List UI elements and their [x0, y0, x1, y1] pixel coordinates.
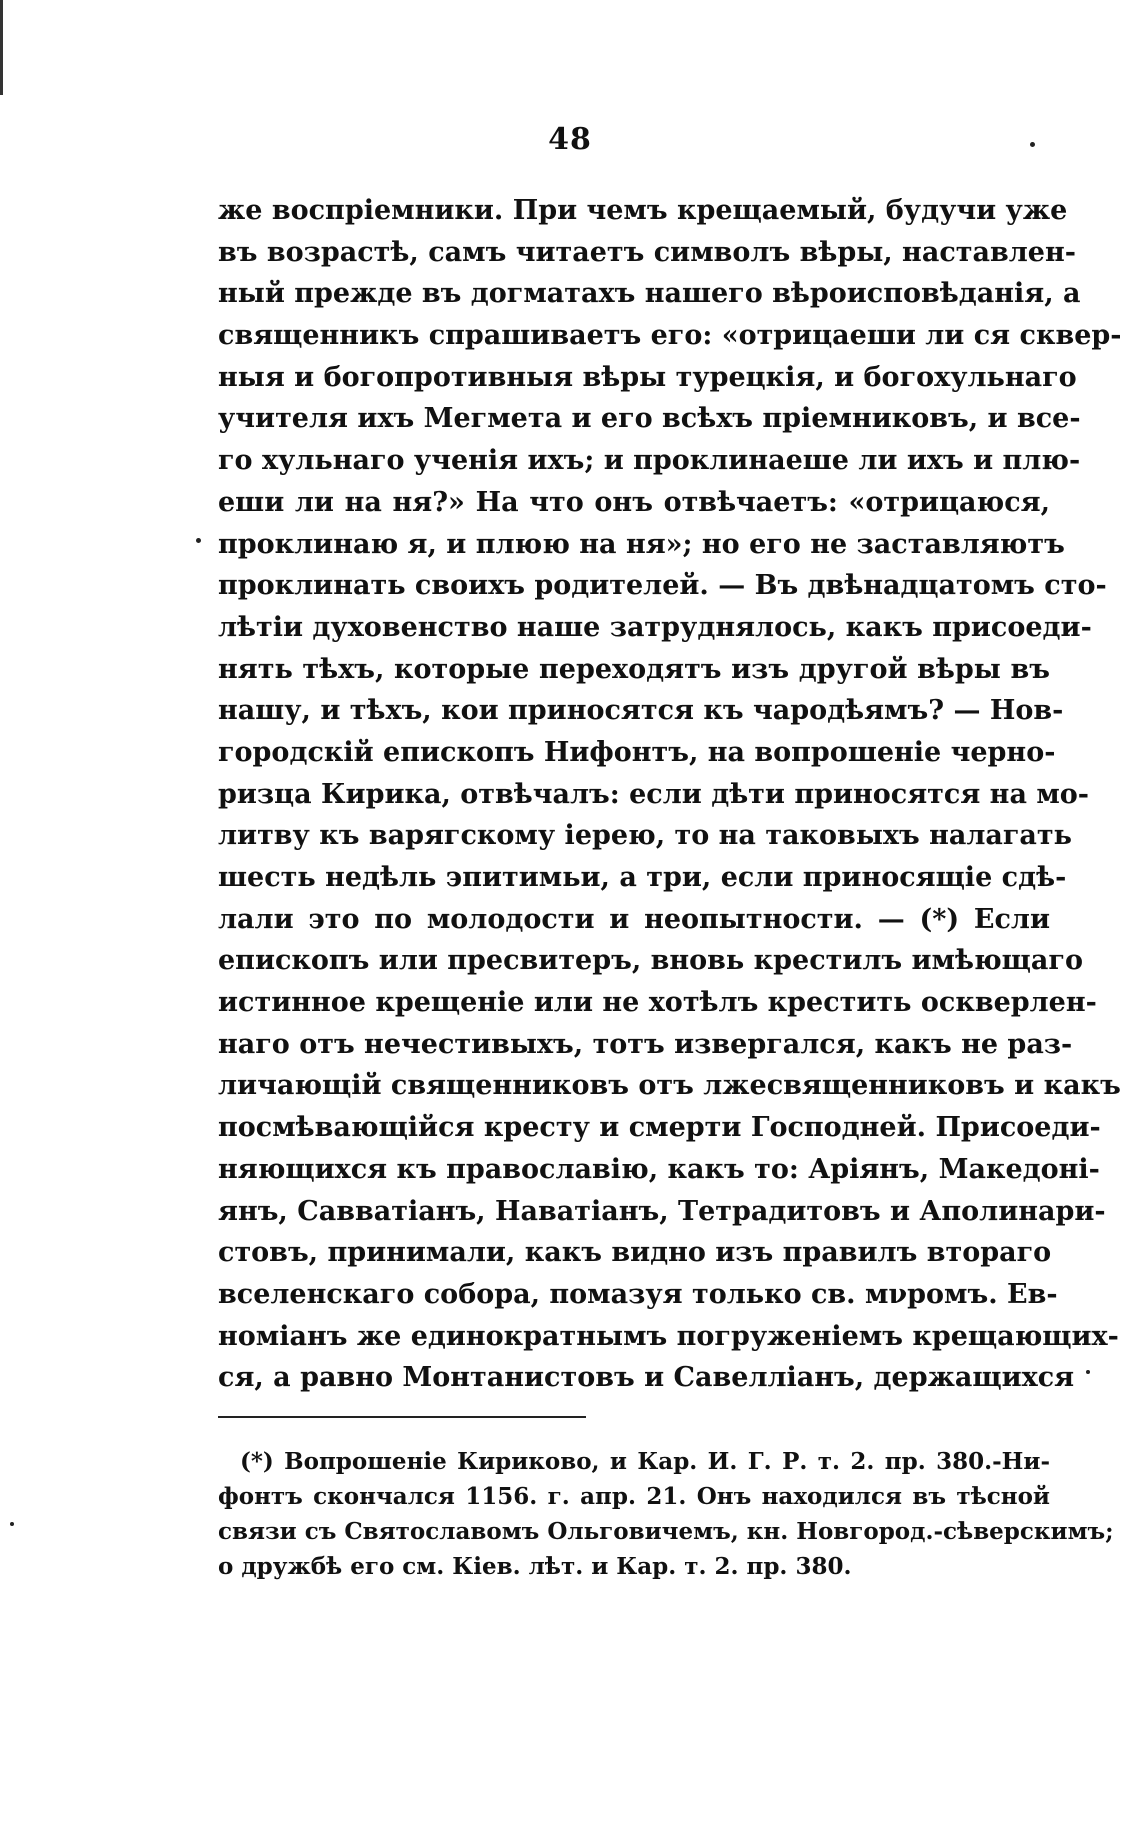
text-line: еши ли на ня?» На что онъ отвѣчаетъ: «отрицаюся, — [218, 486, 1050, 518]
text-line: номіанъ же единократнымъ погруженіемъ крещающих- — [218, 1320, 1119, 1352]
scan-speck — [1030, 142, 1035, 147]
scan-speck — [10, 1522, 14, 1526]
text-line: няющихся къ православію, какъ то: Аріянъ, Македоні- — [218, 1153, 1100, 1185]
text-line: городскій епископъ Нифонтъ, на вопрошеніе черно- — [218, 736, 1056, 768]
scan-speck — [1086, 1370, 1090, 1374]
footnote-separator — [218, 1416, 586, 1418]
text-line: лѣтіи духовенство наше затруднялось, какъ присоеди- — [218, 611, 1092, 643]
text-line: янъ, Савватіанъ, Наватіанъ, Тетрадитовъ и Аполинари- — [218, 1195, 1106, 1227]
footnote-line: (*) Вопрошеніе Кириково, и Кар. И. Г. Р. т. 2. пр. 380.-Ни- — [240, 1448, 1050, 1475]
body-text — [218, 190, 1122, 1399]
text-line: шесть недѣль эпитимьи, а три, если приносящіе сдѣ- — [218, 862, 1067, 893]
text-line: епископъ или пресвитеръ, вновь крестилъ имѣющаго — [218, 945, 1083, 977]
text-line: же воспріемники. При чемъ крещаемый, будучи уже — [218, 195, 1068, 226]
text-line: нять тѣхъ, которые переходятъ изъ другой вѣры въ — [218, 653, 1050, 685]
text-line: посмѣвающійся кресту и смерти Господней. Присоеди- — [218, 1112, 1101, 1144]
text-line: истинное крещеніе или не хотѣлъ крестить оскверлен- — [218, 987, 1097, 1019]
text-line: ный прежде въ догматахъ нашего вѣроисповѣданія, а — [218, 278, 1081, 310]
scan-speck — [196, 538, 201, 543]
text-line: вселенскаго собора, помазуя только св. мνромъ. Ев- — [218, 1278, 1058, 1310]
footnote-line: фонтъ скончался 1156. г. апр. 21. Онъ находился въ тѣсной — [218, 1483, 1050, 1510]
text-line: ся, а равно Монтанистовъ и Савелліанъ, держащихся — [218, 1362, 1075, 1394]
text-line: проклинать своихъ родителей. — Въ двѣнадцатомъ сто- — [218, 570, 1107, 602]
page-number: 48 — [548, 122, 592, 157]
footnote-line: связи съ Святославомъ Ольговичемъ, кн. Новгород.-сѣверскимъ; — [218, 1518, 1114, 1545]
text-line: лали это по молодости и неопытности. — (*) Если — [218, 903, 1050, 935]
text-line: литву къ варягскому іерею, то на таковыхъ налагать — [218, 820, 1072, 852]
text-line: го хульнаго ученія ихъ; и проклинаеше ли ихъ и плю- — [218, 445, 1081, 477]
text-line: наго отъ нечестивыхъ, тотъ извергался, какъ не раз- — [218, 1028, 1073, 1060]
text-line: проклинаю я, и плюю на ня»; но его не заставляютъ — [218, 528, 1065, 560]
text-line: ныя и богопротивныя вѣры турецкія, и богохульнаго — [218, 361, 1077, 393]
page-edge-mark — [0, 0, 3, 95]
text-line: учителя ихъ Мегмета и его всѣхъ пріемниковъ, и все- — [218, 403, 1081, 435]
text-line: въ возрастѣ, самъ читаетъ символъ вѣры, наставлен- — [218, 236, 1076, 268]
footnote-line: о дружбѣ его см. Кіев. лѣт. и Кар. т. 2. пр. 380. — [218, 1553, 852, 1580]
footnotes — [218, 1444, 1114, 1584]
text-line: священникъ спрашиваетъ его: «отрицаеши ли ся сквер- — [218, 320, 1122, 352]
text-line: личающій священниковъ отъ лжесвященниковъ и какъ — [218, 1070, 1121, 1102]
text-line: ризца Кирика, отвѣчалъ: если дѣти приносятся на мо- — [218, 778, 1090, 810]
text-line: стовъ, принимали, какъ видно изъ правилъ втораго — [218, 1237, 1052, 1269]
text-line: нашу, и тѣхъ, кои приносятся къ чародѣямъ? — Нов- — [218, 695, 1064, 727]
